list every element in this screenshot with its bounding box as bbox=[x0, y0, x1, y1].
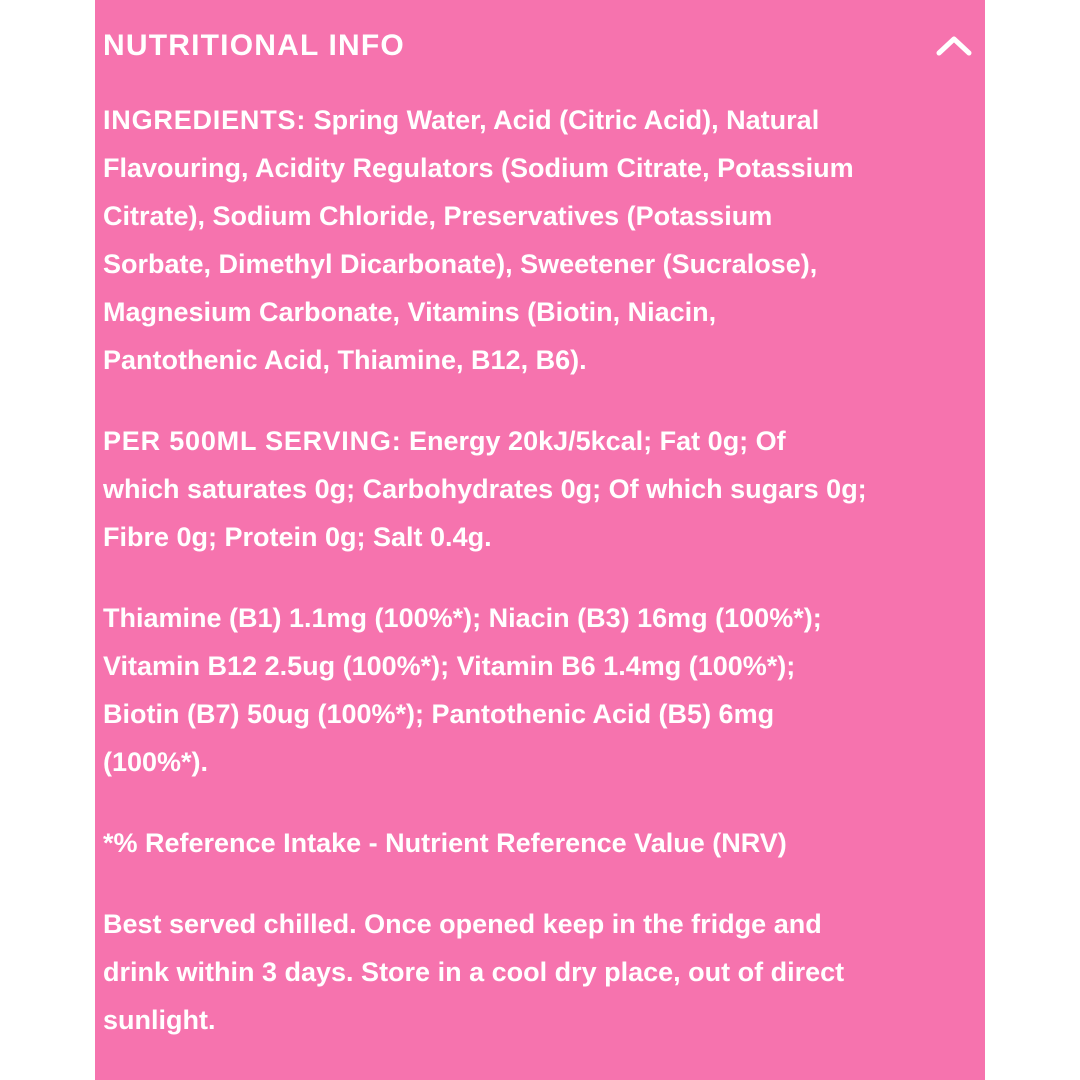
ingredients-paragraph bbox=[103, 96, 977, 384]
text-line bbox=[103, 96, 977, 144]
text-line: Biotin (B7) 50ug (100%*); Pantothenic Acid (B5) 6mg bbox=[103, 699, 775, 729]
reference-intake-note bbox=[103, 819, 977, 867]
ingredients-line1: Spring Water, Acid (Citric Acid), Natural bbox=[313, 105, 820, 135]
text-line bbox=[103, 417, 977, 465]
accordion-body bbox=[103, 96, 977, 1044]
text-line: (100%*). bbox=[103, 747, 209, 777]
text-line: sunlight. bbox=[103, 1005, 216, 1035]
text-line: Sorbate, Dimethyl Dicarbonate), Sweetener (Sucralose), bbox=[103, 249, 818, 279]
nutritional-info-panel bbox=[95, 0, 985, 1080]
text-line: which saturates 0g; Carbohydrates 0g; Of which sugars 0g; bbox=[103, 474, 867, 504]
storage-instructions bbox=[103, 900, 977, 1044]
text-line: Pantothenic Acid, Thiamine, B12, B6). bbox=[103, 345, 587, 375]
collapse-button[interactable] bbox=[935, 34, 973, 58]
chevron-up-icon bbox=[935, 34, 973, 58]
text-line: Best served chilled. Once opened keep in the fridge and bbox=[103, 909, 822, 939]
accordion-header[interactable] bbox=[103, 0, 977, 64]
text-line: *% Reference Intake - Nutrient Reference Value (NRV) bbox=[103, 828, 787, 858]
text-line: drink within 3 days. Store in a cool dry place, out of direct bbox=[103, 957, 845, 987]
serving-paragraph bbox=[103, 417, 977, 561]
text-line: Fibre 0g; Protein 0g; Salt 0.4g. bbox=[103, 522, 492, 552]
vitamins-paragraph bbox=[103, 594, 977, 786]
text-line: Flavouring, Acidity Regulators (Sodium Citrate, Potassium bbox=[103, 153, 854, 183]
serving-line1: Energy 20kJ/5kcal; Fat 0g; Of bbox=[409, 426, 786, 456]
ingredients-label: INGREDIENTS: bbox=[103, 105, 307, 135]
text-line: Thiamine (B1) 1.1mg (100%*); Niacin (B3) 16mg (100%*); bbox=[103, 603, 822, 633]
page-title: NUTRITIONAL INFO bbox=[103, 29, 405, 62]
text-line: Vitamin B12 2.5ug (100%*); Vitamin B6 1.4mg (100%*); bbox=[103, 651, 796, 681]
text-line: Citrate), Sodium Chloride, Preservatives (Potassium bbox=[103, 201, 773, 231]
text-line: Magnesium Carbonate, Vitamins (Biotin, Niacin, bbox=[103, 297, 717, 327]
serving-label: PER 500ML SERVING: bbox=[103, 426, 402, 456]
